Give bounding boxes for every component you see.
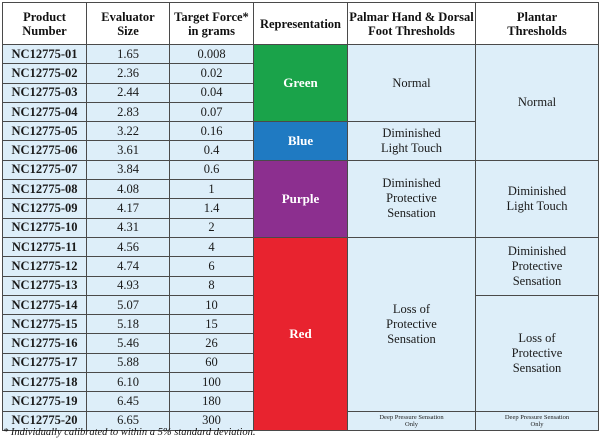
- palmar-diminished-light-touch: Diminished Light Touch: [348, 122, 476, 161]
- product-number: NC12775-12: [3, 257, 87, 276]
- target-force: 26: [170, 334, 254, 353]
- representation-purple: Purple: [254, 160, 348, 237]
- palmar-deep-pressure: Deep Pressure Sensation Only: [348, 411, 476, 430]
- target-force: 100: [170, 373, 254, 392]
- target-force: 0.02: [170, 64, 254, 83]
- plantar-diminished-protective: Diminished Protective Sensation: [476, 237, 599, 295]
- target-force: 4: [170, 237, 254, 256]
- evaluator-size: 4.93: [87, 276, 170, 295]
- target-force: 300: [170, 411, 254, 430]
- evaluator-size: 1.65: [87, 45, 170, 64]
- evaluator-size: 4.08: [87, 180, 170, 199]
- product-number: NC12775-20: [3, 411, 87, 430]
- evaluator-size: 3.22: [87, 122, 170, 141]
- target-force: 8: [170, 276, 254, 295]
- evaluator-size: 4.56: [87, 237, 170, 256]
- product-number: NC12775-17: [3, 353, 87, 372]
- evaluator-size: 2.83: [87, 102, 170, 121]
- product-number: NC12775-10: [3, 218, 87, 237]
- target-force: 1: [170, 180, 254, 199]
- product-number: NC12775-02: [3, 64, 87, 83]
- representation-blue: Blue: [254, 122, 348, 161]
- evaluator-size: 4.17: [87, 199, 170, 218]
- header-representation: Representation: [254, 3, 348, 45]
- table-row: [3, 237, 599, 256]
- evaluator-size: 5.18: [87, 315, 170, 334]
- header-target-force: Target Force* in grams: [170, 3, 254, 45]
- target-force: 6: [170, 257, 254, 276]
- evaluator-size: 3.84: [87, 160, 170, 179]
- table-row: [3, 160, 599, 179]
- evaluator-size: 3.61: [87, 141, 170, 160]
- plantar-deep-pressure: Deep Pressure Sensation Only: [476, 411, 599, 430]
- product-number: NC12775-06: [3, 141, 87, 160]
- product-number: NC12775-11: [3, 237, 87, 256]
- plantar-loss-protective: Loss of Protective Sensation: [476, 295, 599, 411]
- product-number: NC12775-14: [3, 295, 87, 314]
- target-force: 15: [170, 315, 254, 334]
- header-product-number: Product Number: [3, 3, 87, 45]
- plantar-normal: Normal: [476, 45, 599, 161]
- header-row: [3, 3, 599, 45]
- table-body: [3, 45, 599, 431]
- table-row: [3, 45, 599, 64]
- evaluator-size: 4.74: [87, 257, 170, 276]
- threshold-table: [2, 2, 599, 431]
- evaluator-size: 6.10: [87, 373, 170, 392]
- product-number: NC12775-05: [3, 122, 87, 141]
- target-force: 60: [170, 353, 254, 372]
- palmar-loss-protective: Loss of Protective Sensation: [348, 237, 476, 411]
- target-force: 10: [170, 295, 254, 314]
- product-number: NC12775-18: [3, 373, 87, 392]
- plantar-diminished-light-touch: Diminished Light Touch: [476, 160, 599, 237]
- palmar-normal: Normal: [348, 45, 476, 122]
- product-number: NC12775-03: [3, 83, 87, 102]
- palmar-diminished-protective: Diminished Protective Sensation: [348, 160, 476, 237]
- product-number: NC12775-04: [3, 102, 87, 121]
- evaluator-size: 6.65: [87, 411, 170, 430]
- evaluator-size: 2.44: [87, 83, 170, 102]
- evaluator-size: 6.45: [87, 392, 170, 411]
- product-number: NC12775-13: [3, 276, 87, 295]
- evaluator-size: 5.07: [87, 295, 170, 314]
- product-number: NC12775-01: [3, 45, 87, 64]
- evaluator-size: 2.36: [87, 64, 170, 83]
- target-force: 2: [170, 218, 254, 237]
- target-force: 0.008: [170, 45, 254, 64]
- representation-red: Red: [254, 237, 348, 430]
- target-force: 0.4: [170, 141, 254, 160]
- target-force: 0.07: [170, 102, 254, 121]
- footnote: * Individually calibrated to within a 5% standard deviation.: [3, 427, 256, 438]
- evaluator-size: 5.88: [87, 353, 170, 372]
- product-number: NC12775-08: [3, 180, 87, 199]
- product-number: NC12775-15: [3, 315, 87, 334]
- representation-green: Green: [254, 45, 348, 122]
- header-palmar-thresholds: Palmar Hand & Dorsal Foot Thresholds: [348, 3, 476, 45]
- product-number: NC12775-16: [3, 334, 87, 353]
- product-number: NC12775-07: [3, 160, 87, 179]
- product-number: NC12775-19: [3, 392, 87, 411]
- target-force: 0.16: [170, 122, 254, 141]
- evaluator-size: 4.31: [87, 218, 170, 237]
- header-evaluator-size: Evaluator Size: [87, 3, 170, 45]
- target-force: 180: [170, 392, 254, 411]
- target-force: 0.6: [170, 160, 254, 179]
- product-number: NC12775-09: [3, 199, 87, 218]
- evaluator-size: 5.46: [87, 334, 170, 353]
- target-force: 0.04: [170, 83, 254, 102]
- target-force: 1.4: [170, 199, 254, 218]
- header-plantar-thresholds: Plantar Thresholds: [476, 3, 599, 45]
